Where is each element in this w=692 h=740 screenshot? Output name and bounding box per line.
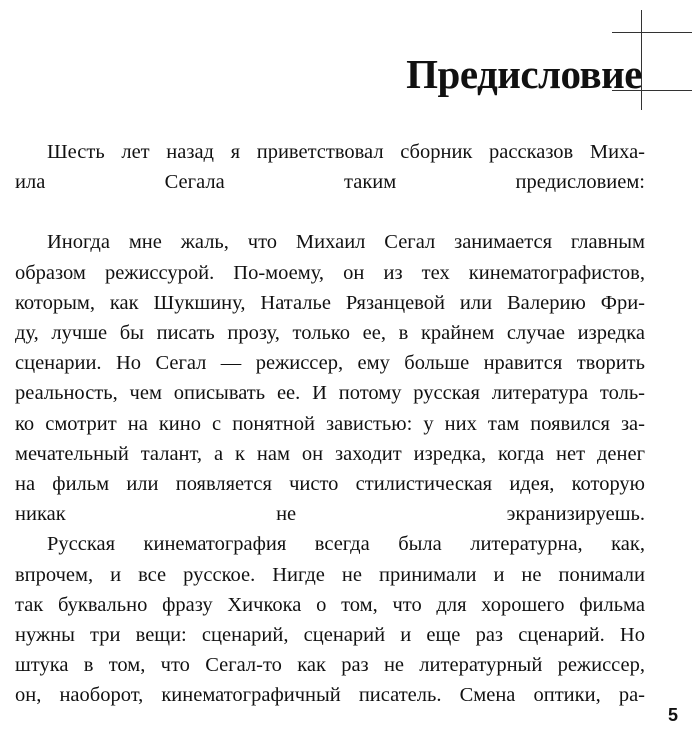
paragraph-cinema <box>15 529 645 710</box>
paragraph-quote <box>15 227 645 529</box>
text-line: так буквально фразу Хичкока о том, что для хорошего фильма <box>15 593 645 616</box>
text-line: ду, лучше бы писать прозу, только ее, в крайнем случае изредка <box>15 322 645 345</box>
text-line: мечательный талант, а к нам он заходит изредка, когда нет денег <box>15 442 645 465</box>
text-line: он, наоборот, кинематографичный писатель. Смена оптики, ра- <box>15 684 645 707</box>
text-line: Шесть лет назад я приветствовал сборник рассказов Миха- <box>47 141 645 163</box>
text-line: образом режиссурой. По-моему, он из тех кинематографистов, <box>15 261 645 284</box>
paragraph-intro <box>15 137 645 197</box>
text-line: сценарии. Но Сегал — режиссер, ему больше нравится творить <box>15 352 645 375</box>
text-line: на фильм или появляется чисто стилистическая идея, которую <box>15 473 645 496</box>
text-line: которым, как Шукшину, Наталье Рязанцевой или Валерию Фри- <box>15 291 645 314</box>
text-line: Русская кинематография всегда была литературна, как, <box>47 533 645 556</box>
text-line: реальность, чем описывать ее. И потому русская литература толь- <box>15 382 645 405</box>
crop-mark-horizontal-top <box>612 32 692 33</box>
body-text <box>15 137 645 711</box>
text-line: штука в том, что Сегал-то как раз не литературный режиссер, <box>15 654 645 677</box>
text-line: Иногда мне жаль, что Михаил Сегал занимается главным <box>47 231 645 254</box>
page-number: 5 <box>667 705 678 725</box>
text-line: ко смотрит на кино с понятной завистью: у них там появился за- <box>15 412 645 435</box>
page-title: Предисловие <box>406 51 642 97</box>
text-line: ила Сегала таким предисловием: <box>15 171 645 194</box>
text-line: нужны три вещи: сценарий, сценарий и еще раз сценарий. Но <box>15 624 645 647</box>
text-line: впрочем, и все русское. Нигде не принимали и не понимали <box>15 563 645 586</box>
text-line: никак не экранизируешь. <box>15 503 645 526</box>
